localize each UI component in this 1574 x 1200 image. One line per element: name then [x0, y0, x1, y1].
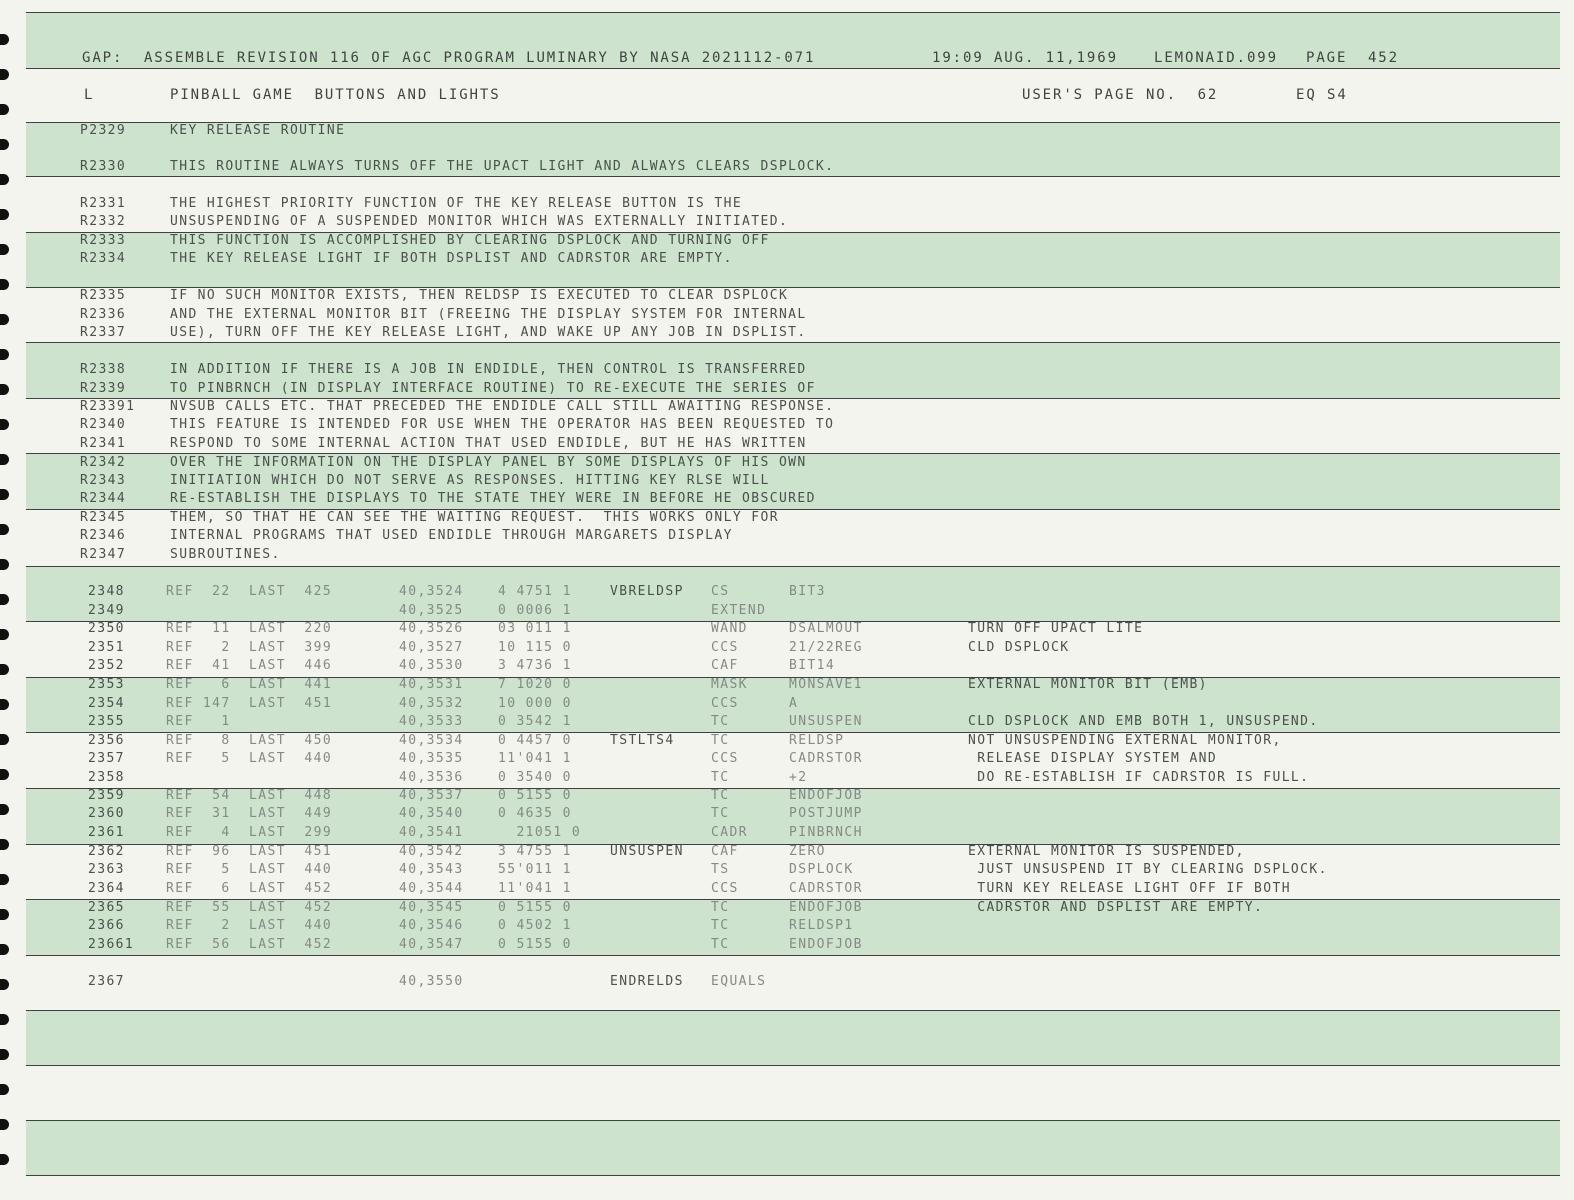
operand: PINBRNCH [789, 825, 863, 840]
reference-count: REF 11 LAST 220 [166, 621, 333, 636]
octal-word: 3 4736 1 [498, 658, 572, 673]
octal-word: 0 4635 0 [498, 806, 572, 821]
operand: ENDOFJOB [789, 937, 863, 952]
code-comment: DO RE-ESTABLISH IF CADRSTOR IS FULL. [968, 770, 1310, 785]
tractor-hole [0, 34, 9, 45]
code-comment: CLD DSPLOCK AND EMB BOTH 1, UNSUSPEND. [968, 714, 1319, 729]
tractor-hole [0, 804, 9, 815]
comment-text: THE HIGHEST PRIORITY FUNCTION OF THE KEY RELEASE BUTTON IS THE [170, 196, 743, 211]
comment-text: INTERNAL PROGRAMS THAT USED ENDIDLE THROUGH MARGARETS DISPLAY [170, 528, 733, 543]
opcode: EXTEND [711, 603, 767, 618]
opcode: CCS [711, 751, 739, 766]
code-comment: EXTERNAL MONITOR BIT (EMB) [968, 677, 1208, 692]
comment-line-number: R2334 [80, 251, 127, 266]
reference-count: REF 4 LAST 299 [166, 825, 333, 840]
comment-line-number: R2331 [80, 196, 127, 211]
code-line-number: 2351 [88, 640, 125, 655]
listing-title: GAP: ASSEMBLE REVISION 116 OF AGC PROGRAM LUMINARY BY NASA 2021112-071 [82, 50, 816, 66]
ruling-line [26, 955, 1560, 956]
code-line-number: 2352 [88, 658, 125, 673]
code-line-number: 2348 [88, 584, 125, 599]
code-line-number: 23661 [88, 937, 135, 952]
code-comment: EXTERNAL MONITOR IS SUSPENDED, [968, 844, 1245, 859]
tractor-hole [0, 559, 9, 570]
comment-line-number: R2343 [80, 473, 127, 488]
symbol-label: TSTLTS4 [610, 733, 675, 748]
comment-line-number: R2339 [80, 381, 127, 396]
tractor-hole [0, 69, 9, 80]
operand: ENDOFJOB [789, 900, 863, 915]
octal-word: 0 3540 0 [498, 770, 572, 785]
opcode: TC [711, 900, 730, 915]
tractor-hole [0, 104, 9, 115]
tractor-hole [0, 664, 9, 675]
comment-line-number: R2330 [80, 159, 127, 174]
green-bar [26, 1010, 1560, 1065]
comment-text: THE KEY RELEASE LIGHT IF BOTH DSPLIST AND CADRSTOR ARE EMPTY. [170, 251, 733, 266]
section-title: PINBALL GAME BUTTONS AND LIGHTS [170, 87, 501, 103]
eq-code: EQ S4 [1296, 87, 1348, 103]
operand: CADRSTOR [789, 881, 863, 896]
code-line-number: 2360 [88, 806, 125, 821]
code-comment: CADRSTOR AND DSPLIST ARE EMPTY. [968, 900, 1264, 915]
code-comment: TURN KEY RELEASE LIGHT OFF IF BOTH [968, 881, 1291, 896]
comment-text: INITIATION WHICH DO NOT SERVE AS RESPONSES. HITTING KEY RLSE WILL [170, 473, 770, 488]
opcode: CADR [711, 825, 748, 840]
memory-address: 40,3531 [399, 677, 464, 692]
comment-text: THIS FUNCTION IS ACCOMPLISHED BY CLEARING DSPLOCK AND TURNING OFF [170, 233, 770, 248]
operand: BIT3 [789, 584, 826, 599]
code-line-number: 2362 [88, 844, 125, 859]
listing-datetime: 19:09 AUG. 11,1969 [932, 50, 1118, 66]
comment-line-number: R2345 [80, 510, 127, 525]
tractor-hole [0, 1119, 9, 1130]
ruling-line [26, 1175, 1560, 1176]
symbol-label: UNSUSPEN [610, 844, 684, 859]
memory-address: 40,3525 [399, 603, 464, 618]
operand: UNSUSPEN [789, 714, 863, 729]
opcode: TC [711, 937, 730, 952]
tractor-hole [0, 384, 9, 395]
opcode: TC [711, 918, 730, 933]
comment-text: SUBROUTINES. [170, 547, 281, 562]
tractor-hole [0, 454, 9, 465]
symbol-label: ENDRELDS [610, 974, 684, 989]
code-line-number: 2363 [88, 862, 125, 877]
operand: DSALMOUT [789, 621, 863, 636]
tractor-hole [0, 979, 9, 990]
ruling-line [26, 342, 1560, 343]
code-line-number: 2354 [88, 696, 125, 711]
users-page-number: USER'S PAGE NO. 62 [1022, 87, 1219, 103]
code-line-number: 2357 [88, 751, 125, 766]
page-number: PAGE 452 [1306, 50, 1399, 66]
octal-word: 0 4457 0 [498, 733, 572, 748]
opcode: MASK [711, 677, 748, 692]
reference-count: REF 54 LAST 448 [166, 788, 333, 803]
comment-line-number: R2344 [80, 491, 127, 506]
code-line-number: 2359 [88, 788, 125, 803]
code-line-number: 2366 [88, 918, 125, 933]
memory-address: 40,3547 [399, 937, 464, 952]
ruling-line [26, 453, 1560, 454]
opcode: TC [711, 714, 730, 729]
memory-address: 40,3545 [399, 900, 464, 915]
comment-text: RESPOND TO SOME INTERNAL ACTION THAT USED ENDIDLE, BUT HE HAS WRITTEN [170, 436, 807, 451]
tractor-hole [0, 594, 9, 605]
code-line-number: 2365 [88, 900, 125, 915]
code-line-number: 2349 [88, 603, 125, 618]
memory-address: 40,3544 [399, 881, 464, 896]
comment-line-number: P2329 [80, 123, 127, 138]
tractor-hole [0, 1014, 9, 1025]
memory-address: 40,3540 [399, 806, 464, 821]
octal-word: 0 5155 0 [498, 937, 572, 952]
octal-word: 21051 0 [498, 825, 582, 840]
code-comment: JUST UNSUSPEND IT BY CLEARING DSPLOCK. [968, 862, 1328, 877]
comment-line-number: R2340 [80, 417, 127, 432]
reference-count: REF 2 LAST 399 [166, 640, 333, 655]
operand: POSTJUMP [789, 806, 863, 821]
reference-count: REF 8 LAST 450 [166, 733, 333, 748]
operand: DSPLOCK [789, 862, 854, 877]
code-line-number: 2358 [88, 770, 125, 785]
tractor-hole [0, 1049, 9, 1060]
code-comment: NOT UNSUSPENDING EXTERNAL MONITOR, [968, 733, 1282, 748]
reference-count: REF 22 LAST 425 [166, 584, 333, 599]
opcode: WAND [711, 621, 748, 636]
operand: A [789, 696, 799, 711]
ruling-line [26, 1010, 1560, 1011]
tractor-hole [0, 524, 9, 535]
memory-address: 40,3526 [399, 621, 464, 636]
tractor-hole [0, 629, 9, 640]
octal-word: 11'041 1 [498, 881, 572, 896]
comment-text: UNSUSPENDING OF A SUSPENDED MONITOR WHICH WAS EXTERNALLY INITIATED. [170, 214, 789, 229]
code-line-number: 2350 [88, 621, 125, 636]
octal-word: 0 0006 1 [498, 603, 572, 618]
reference-count: REF 5 LAST 440 [166, 862, 333, 877]
opcode: CCS [711, 640, 739, 655]
code-line-number: 2361 [88, 825, 125, 840]
tractor-hole [0, 874, 9, 885]
tractor-hole [0, 279, 9, 290]
tractor-hole [0, 314, 9, 325]
comment-text: USE), TURN OFF THE KEY RELEASE LIGHT, AND WAKE UP ANY JOB IN DSPLIST. [170, 325, 807, 340]
memory-address: 40,3534 [399, 733, 464, 748]
opcode: TS [711, 862, 730, 877]
tractor-hole [0, 734, 9, 745]
octal-word: 0 5155 0 [498, 900, 572, 915]
octal-word: 11'041 1 [498, 751, 572, 766]
tractor-hole [0, 699, 9, 710]
tractor-hole [0, 769, 9, 780]
opcode: TC [711, 788, 730, 803]
log-letter: L [84, 87, 95, 103]
tractor-hole [0, 839, 9, 850]
listing-job: LEMONAID.099 [1154, 50, 1278, 66]
memory-address: 40,3536 [399, 770, 464, 785]
ruling-line [26, 12, 1560, 13]
tractor-hole [0, 244, 9, 255]
octal-word: 0 5155 0 [498, 788, 572, 803]
operand: RELDSP1 [789, 918, 854, 933]
tractor-hole [0, 349, 9, 360]
memory-address: 40,3543 [399, 862, 464, 877]
ruling-line [26, 1065, 1560, 1066]
ruling-line [26, 68, 1560, 69]
tractor-hole [0, 419, 9, 430]
comment-line-number: R2341 [80, 436, 127, 451]
reference-count: REF 55 LAST 452 [166, 900, 333, 915]
code-comment: RELEASE DISPLAY SYSTEM AND [968, 751, 1218, 766]
memory-address: 40,3542 [399, 844, 464, 859]
comment-text: IF NO SUCH MONITOR EXISTS, THEN RELDSP IS EXECUTED TO CLEAR DSPLOCK [170, 288, 789, 303]
memory-address: 40,3527 [399, 640, 464, 655]
operand: RELDSP [789, 733, 845, 748]
comment-line-number: R2338 [80, 362, 127, 377]
ruling-line [26, 566, 1560, 567]
comment-text: TO PINBRNCH (IN DISPLAY INTERFACE ROUTINE) TO RE-EXECUTE THE SERIES OF [170, 381, 816, 396]
reference-count: REF 6 LAST 452 [166, 881, 333, 896]
memory-address: 40,3541 [399, 825, 464, 840]
reference-count: REF 56 LAST 452 [166, 937, 333, 952]
code-line-number: 2355 [88, 714, 125, 729]
tractor-hole [0, 1084, 9, 1095]
comment-text: THEM, SO THAT HE CAN SEE THE WAITING REQUEST. THIS WORKS ONLY FOR [170, 510, 779, 525]
opcode: CAF [711, 658, 739, 673]
octal-word: 10 115 0 [498, 640, 572, 655]
tractor-hole [0, 489, 9, 500]
tractor-hole [0, 139, 9, 150]
operand: +2 [789, 770, 808, 785]
reference-count: REF 41 LAST 446 [166, 658, 333, 673]
reference-count: REF 1 [166, 714, 231, 729]
memory-address: 40,3524 [399, 584, 464, 599]
opcode: CCS [711, 881, 739, 896]
comment-text: AND THE EXTERNAL MONITOR BIT (FREEING THE DISPLAY SYSTEM FOR INTERNAL [170, 307, 807, 322]
code-line-number: 2367 [88, 974, 125, 989]
opcode: TC [711, 733, 730, 748]
opcode: EQUALS [711, 974, 767, 989]
comment-text: THIS ROUTINE ALWAYS TURNS OFF THE UPACT LIGHT AND ALWAYS CLEARS DSPLOCK. [170, 159, 835, 174]
operand: ENDOFJOB [789, 788, 863, 803]
memory-address: 40,3546 [399, 918, 464, 933]
octal-word: 55'011 1 [498, 862, 572, 877]
ruling-line [26, 176, 1560, 177]
octal-word: 0 3542 1 [498, 714, 572, 729]
memory-address: 40,3550 [399, 974, 464, 989]
comment-line-number: R2335 [80, 288, 127, 303]
operand: BIT14 [789, 658, 836, 673]
comment-text: RE-ESTABLISH THE DISPLAYS TO THE STATE THEY WERE IN BEFORE HE OBSCURED [170, 491, 816, 506]
comment-line-number: R2337 [80, 325, 127, 340]
memory-address: 40,3537 [399, 788, 464, 803]
octal-word: 0 4502 1 [498, 918, 572, 933]
comment-text: IN ADDITION IF THERE IS A JOB IN ENDIDLE, THEN CONTROL IS TRANSFERRED [170, 362, 807, 377]
comment-line-number: R2336 [80, 307, 127, 322]
reference-count: REF 2 LAST 440 [166, 918, 333, 933]
comment-text: OVER THE INFORMATION ON THE DISPLAY PANEL BY SOME DISPLAYS OF HIS OWN [170, 455, 807, 470]
tractor-hole [0, 944, 9, 955]
octal-word: 3 4755 1 [498, 844, 572, 859]
tractor-hole [0, 1154, 9, 1165]
tractor-hole [0, 209, 9, 220]
octal-word: 4 4751 1 [498, 584, 572, 599]
comment-line-number: R2332 [80, 214, 127, 229]
operand: CADRSTOR [789, 751, 863, 766]
memory-address: 40,3535 [399, 751, 464, 766]
comment-line-number: R2346 [80, 528, 127, 543]
code-comment: CLD DSPLOCK [968, 640, 1070, 655]
code-line-number: 2353 [88, 677, 125, 692]
reference-count: REF 5 LAST 440 [166, 751, 333, 766]
reference-count: REF 96 LAST 451 [166, 844, 333, 859]
code-comment: TURN OFF UPACT LITE [968, 621, 1144, 636]
memory-address: 40,3530 [399, 658, 464, 673]
symbol-label: VBRELDSP [610, 584, 684, 599]
opcode: TC [711, 770, 730, 785]
operand: ZERO [789, 844, 826, 859]
ruling-line [26, 1120, 1560, 1121]
comment-text: NVSUB CALLS ETC. THAT PRECEDED THE ENDIDLE CALL STILL AWAITING RESPONSE. [170, 399, 835, 414]
comment-line-number: R2342 [80, 455, 127, 470]
octal-word: 03 011 1 [498, 621, 572, 636]
operand: 21/22REG [789, 640, 863, 655]
green-bar [26, 1120, 1560, 1175]
comment-text: THIS FEATURE IS INTENDED FOR USE WHEN THE OPERATOR HAS BEEN REQUESTED TO [170, 417, 835, 432]
reference-count: REF 147 LAST 451 [166, 696, 333, 711]
comment-line-number: R23391 [80, 399, 136, 414]
comment-line-number: R2333 [80, 233, 127, 248]
comment-line-number: R2347 [80, 547, 127, 562]
operand: MONSAVE1 [789, 677, 863, 692]
code-line-number: 2356 [88, 733, 125, 748]
memory-address: 40,3533 [399, 714, 464, 729]
code-line-number: 2364 [88, 881, 125, 896]
opcode: CCS [711, 696, 739, 711]
octal-word: 7 1020 0 [498, 677, 572, 692]
reference-count: REF 31 LAST 449 [166, 806, 333, 821]
comment-text: KEY RELEASE ROUTINE [170, 123, 346, 138]
opcode: TC [711, 806, 730, 821]
tractor-hole [0, 909, 9, 920]
tractor-hole [0, 174, 9, 185]
octal-word: 10 000 0 [498, 696, 572, 711]
opcode: CAF [711, 844, 739, 859]
opcode: CS [711, 584, 730, 599]
memory-address: 40,3532 [399, 696, 464, 711]
reference-count: REF 6 LAST 441 [166, 677, 333, 692]
